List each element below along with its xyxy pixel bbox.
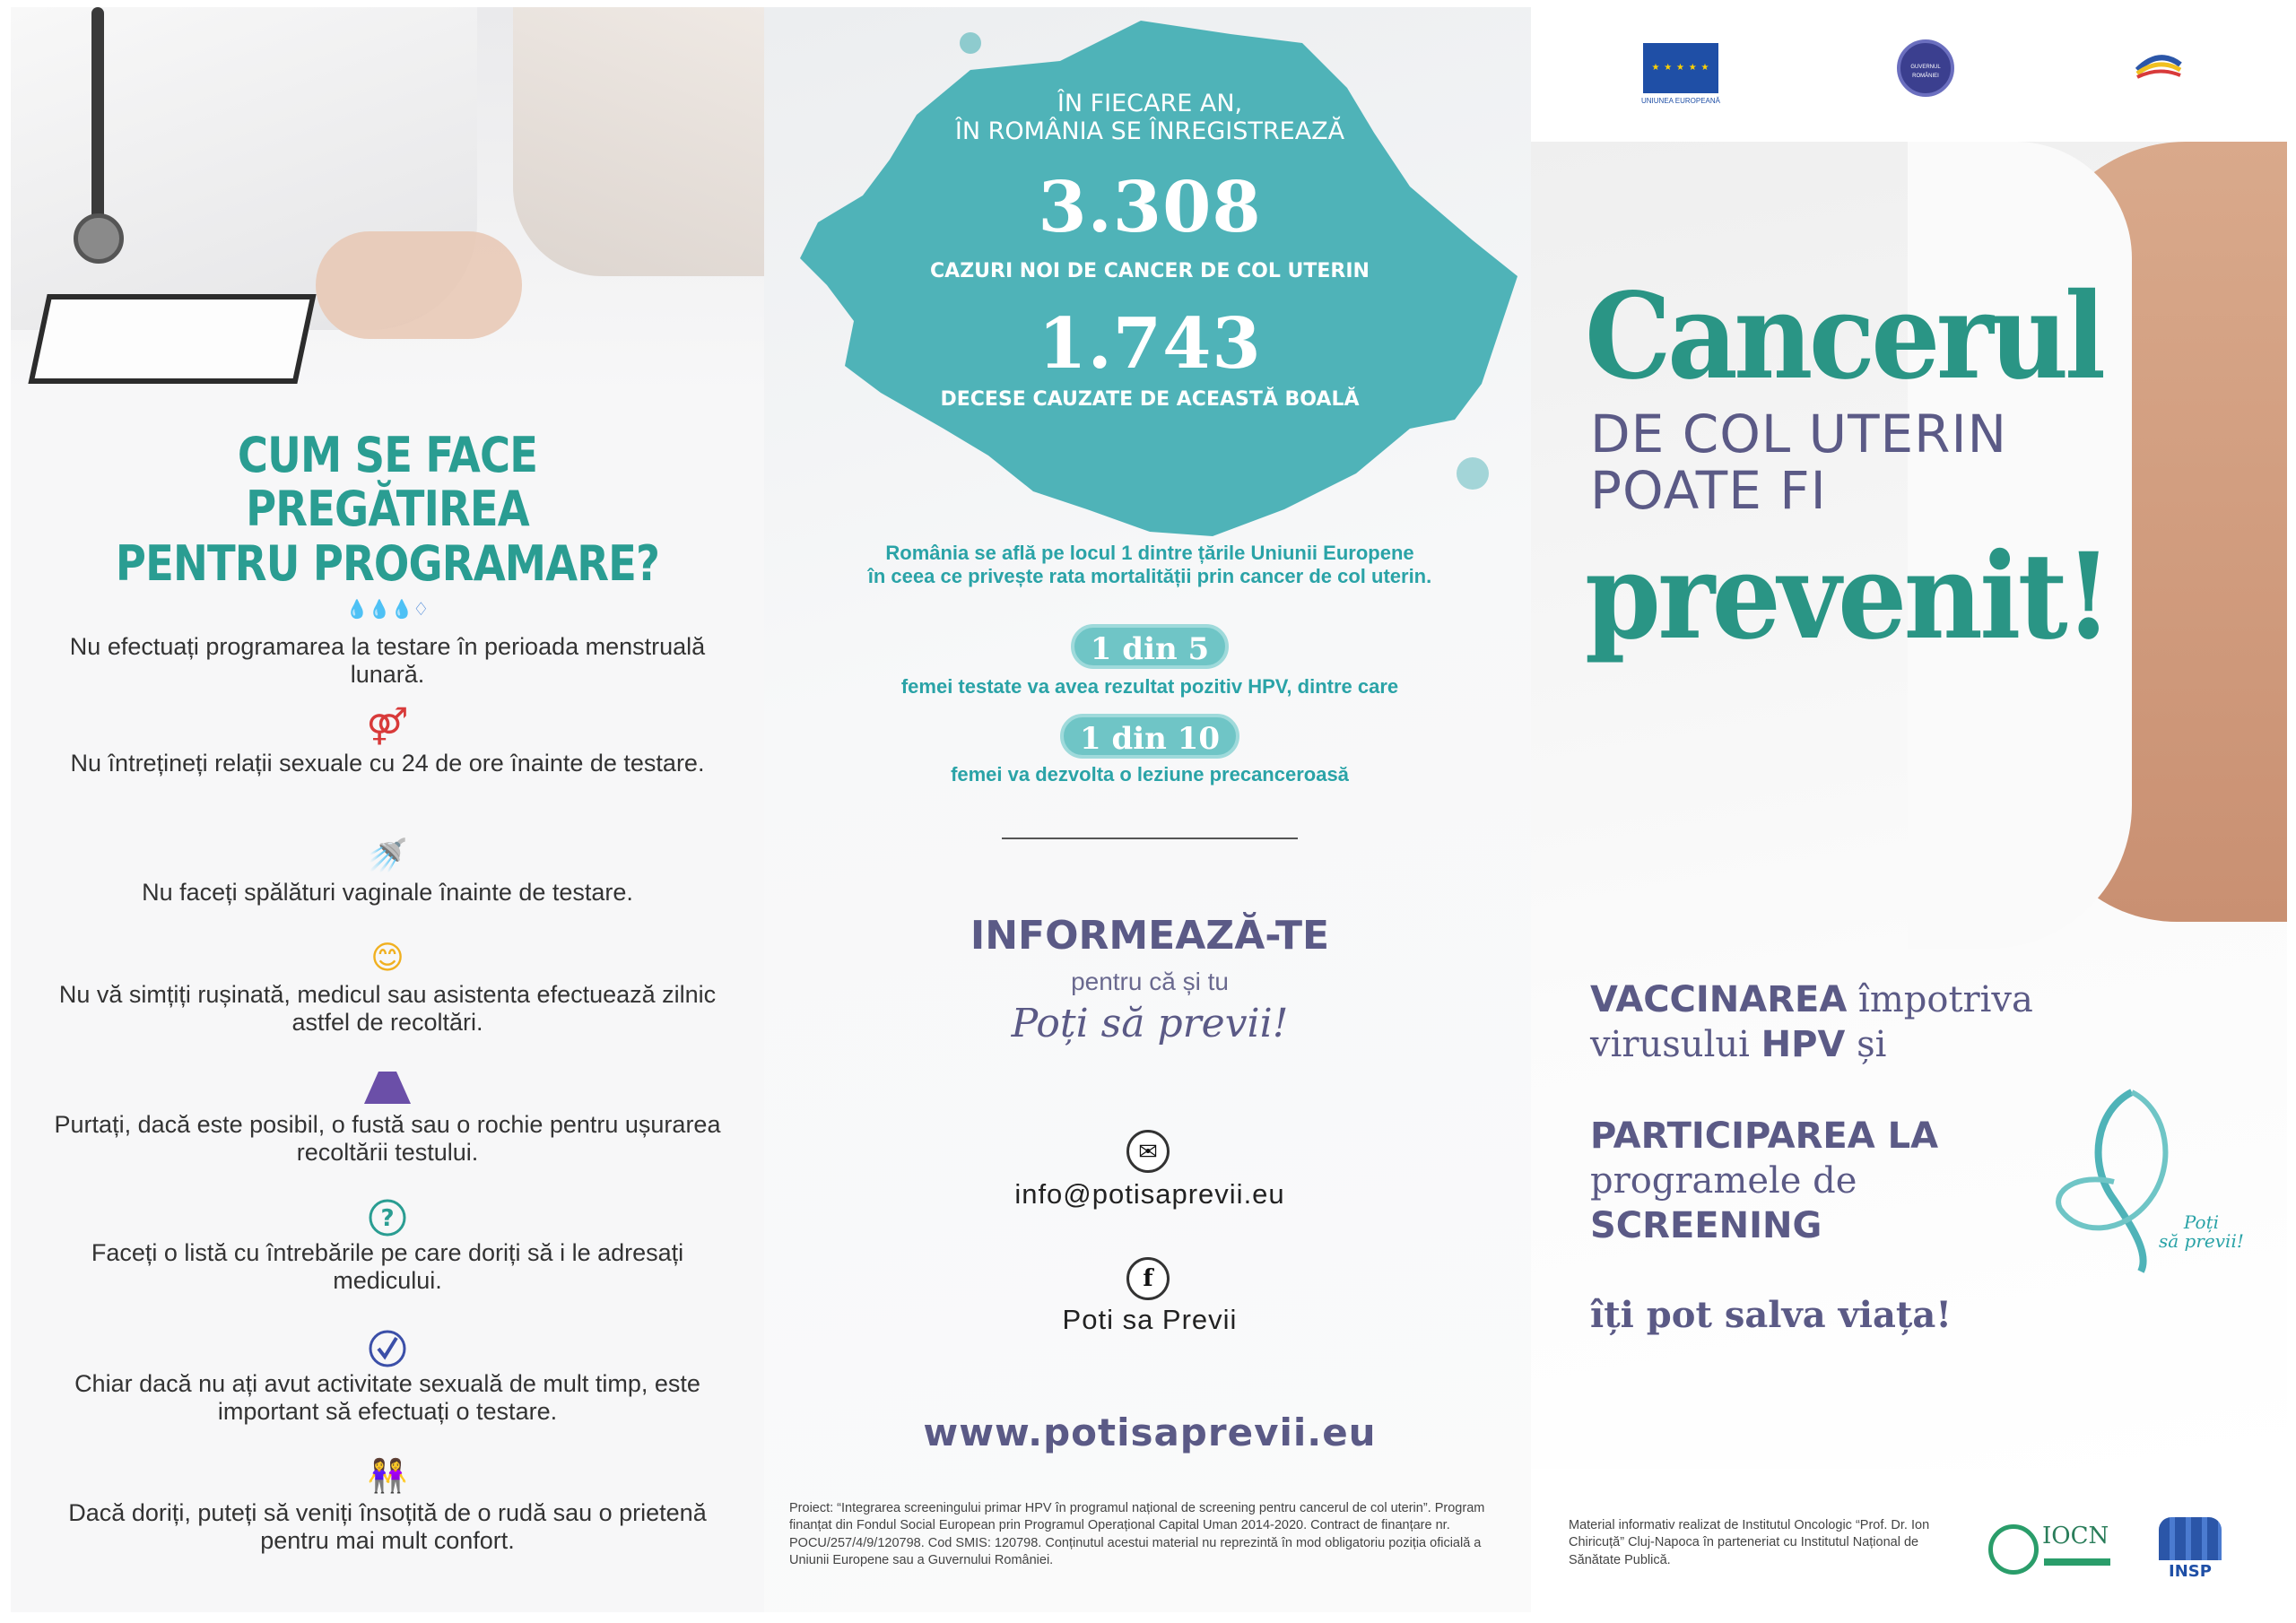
tip-text: Nu vă simțiți rușinată, medicul sau asistenta efectuează zilnic astfel de recoltări.: [58, 981, 717, 1036]
cases-label: CAZURI NOI DE CANCER DE COL UTERIN: [930, 260, 1370, 282]
folded-hands: [316, 231, 522, 339]
email-link[interactable]: info@potisaprevii.eu: [1014, 1178, 1285, 1210]
divider: [1002, 838, 1298, 839]
map-heading-line: ÎN ROMÂNIA SE ÎNREGISTREAZĂ: [954, 117, 1345, 146]
people-icon: [2159, 1517, 2222, 1560]
tip-text: Nu efectuați programarea la testare în perioada menstruală lunară.: [69, 633, 706, 688]
stat-pill: 1 din 5: [1071, 624, 1229, 669]
two-women-icon: 👭: [367, 1457, 408, 1494]
gender-symbols-icon: ⚤: [366, 707, 409, 746]
eu-flag-icon: ★ ★ ★ ★ ★: [1643, 43, 1718, 93]
website-link[interactable]: www.potisaprevii.eu: [923, 1410, 1377, 1454]
tip-text: Nu faceți spălături vaginale înainte de testare.: [142, 879, 633, 906]
tip-item: [47, 1070, 728, 1167]
iocn-bar: [2044, 1558, 2110, 1566]
preparation-title: CUM SE FACE PREGĂTIREA PENTRU PROGRAMARE?: [115, 427, 660, 592]
tip-text: Dacă doriți, puteți să veniți însoțită de o rudă sau o prietenă pentru mai mult confort.: [68, 1499, 707, 1554]
stethoscope-icon: [74, 213, 124, 264]
tip-item: [47, 708, 728, 777]
screening-message: [1590, 1114, 1938, 1248]
msg-bold: HPV: [1761, 1024, 1846, 1065]
question-mark-icon: [47, 1198, 728, 1234]
government-seal-icon: GUVERNUL ROMÂNIEI: [1897, 39, 1954, 97]
info-title: INFORMEAZĂ-TE: [970, 913, 1330, 959]
stat-text: femei va dezvolta o leziune precanceroasă: [951, 763, 1349, 785]
logo-bar: [1531, 7, 2287, 142]
stethoscope-tube: [91, 7, 104, 222]
tip-item: [47, 838, 728, 907]
insp-text: INSP: [2169, 1562, 2212, 1581]
deaths-number: 1.743: [1038, 303, 1262, 385]
msg-bold: SCREENING: [1590, 1205, 1822, 1246]
stat-pill: 1 din 10: [1060, 714, 1239, 759]
tip-text: Nu întrețineți relații sexuale cu 24 de ore înainte de testare.: [70, 750, 705, 777]
ribbon-slogan: Poți să previi!: [2159, 1211, 2244, 1252]
cases-number: 3.308: [1038, 167, 1262, 248]
iocn-seal-icon: [1988, 1524, 2039, 1575]
tip-text: Purtați, dacă este posibil, o fustă sau o rochie pentru ușurarea recoltării testului.: [54, 1111, 721, 1166]
insp-logo: [2159, 1517, 2222, 1582]
deaths-label: DECESE CAUZATE DE ACEASTĂ BOALĂ: [940, 388, 1360, 411]
blushing-face-icon: 😊: [370, 939, 404, 976]
tip-item: [47, 592, 728, 689]
doctor-consultation-photo: [11, 7, 764, 393]
envelope-icon: ✉: [1126, 1130, 1170, 1173]
footer-bar: [1531, 1478, 2287, 1612]
headline-cancerul: Cancerul: [1585, 267, 2102, 406]
project-disclaimer: Proiect: “Integrarea screeningului primar HPV în programul național de screening pentru cancerul de col uterin”. Program finanțat din Fondul Social European prin Programul Operațional Capital Uman 2014-2020. Contract de finanțare nr. POCU/257/4/9/120798. Cod SMIS: 120798. Conținutul acestui material nu reprezintă în mod obligatoriu poziția oficială a Uniunii Europene sau a Guvernului României.: [789, 1501, 1485, 1567]
tip-item: [47, 1458, 728, 1555]
svg-text:?: ?: [380, 1205, 395, 1232]
msg-text: virusului: [1590, 1024, 1761, 1065]
info-subtitle: pentru că și tu: [1071, 968, 1229, 995]
stat-text: femei testate va avea rezultat pozitiv HPV, dintre care: [900, 675, 1399, 698]
partnership-note: Material informativ realizat de Institutul Oncologic “Prof. Dr. Ion Chiricuță” Cluj-Napoca în parteneriat cu Institutul Național de Sănătate Publică.: [1569, 1518, 1930, 1567]
rank-line: în ceea ce privește rata mortalității prin cancer de col uterin.: [867, 565, 1432, 587]
tip-item: [47, 1198, 728, 1295]
msg-text: programele de: [1590, 1160, 1857, 1202]
checkmark-icon: [47, 1329, 728, 1365]
headline-prevenit: prevenit!: [1585, 527, 2109, 666]
rank-line: România se află pe locul 1 dintre țările Uniunii Europene: [885, 542, 1414, 564]
tip-item: [47, 940, 728, 1037]
left-panel: [11, 7, 764, 1612]
vaccination-message: [1590, 977, 2033, 1067]
eu-caption: UNIUNEA EUROPEANĂ: [1640, 97, 1721, 105]
drops-icon: 💧💧💧♢: [345, 600, 430, 620]
info-script-slogan: Poți să previi!: [1011, 1001, 1289, 1046]
headline-middle: DE COL UTERIN POATE FI: [1590, 404, 2007, 521]
right-panel: [1531, 7, 2287, 1612]
iocn-text: IOCN: [2042, 1523, 2109, 1549]
msg-bold: PARTICIPAREA LA: [1590, 1115, 1939, 1157]
msg-text: și: [1845, 1024, 1887, 1065]
shower-icon: 🚿: [367, 837, 408, 873]
msg-text: împotriva: [1847, 979, 2033, 1020]
tip-text: Faceți o listă cu întrebările pe care doriți să i le adresați medicului.: [91, 1239, 684, 1294]
map-heading-line: ÎN FIECARE AN,: [1057, 90, 1243, 117]
skirt-icon: [47, 1070, 728, 1106]
tip-item: [47, 1329, 728, 1426]
tagline: îți pot salva viața!: [1590, 1294, 1952, 1336]
patient-blouse: [513, 7, 764, 276]
tip-text: Chiar dacă nu ați avut activitate sexuală de mult timp, este important să efectuați o testare.: [74, 1370, 700, 1425]
map-heading: [890, 90, 1410, 145]
middle-panel: [764, 7, 1531, 1612]
operational-program-logo: [2132, 43, 2186, 97]
clipboard: [28, 294, 316, 384]
iocn-logo: [1988, 1521, 2114, 1580]
facebook-link[interactable]: Poti sa Previi: [1062, 1304, 1238, 1335]
msg-bold: VACCINAREA: [1590, 979, 1848, 1020]
facebook-icon: f: [1126, 1257, 1170, 1300]
